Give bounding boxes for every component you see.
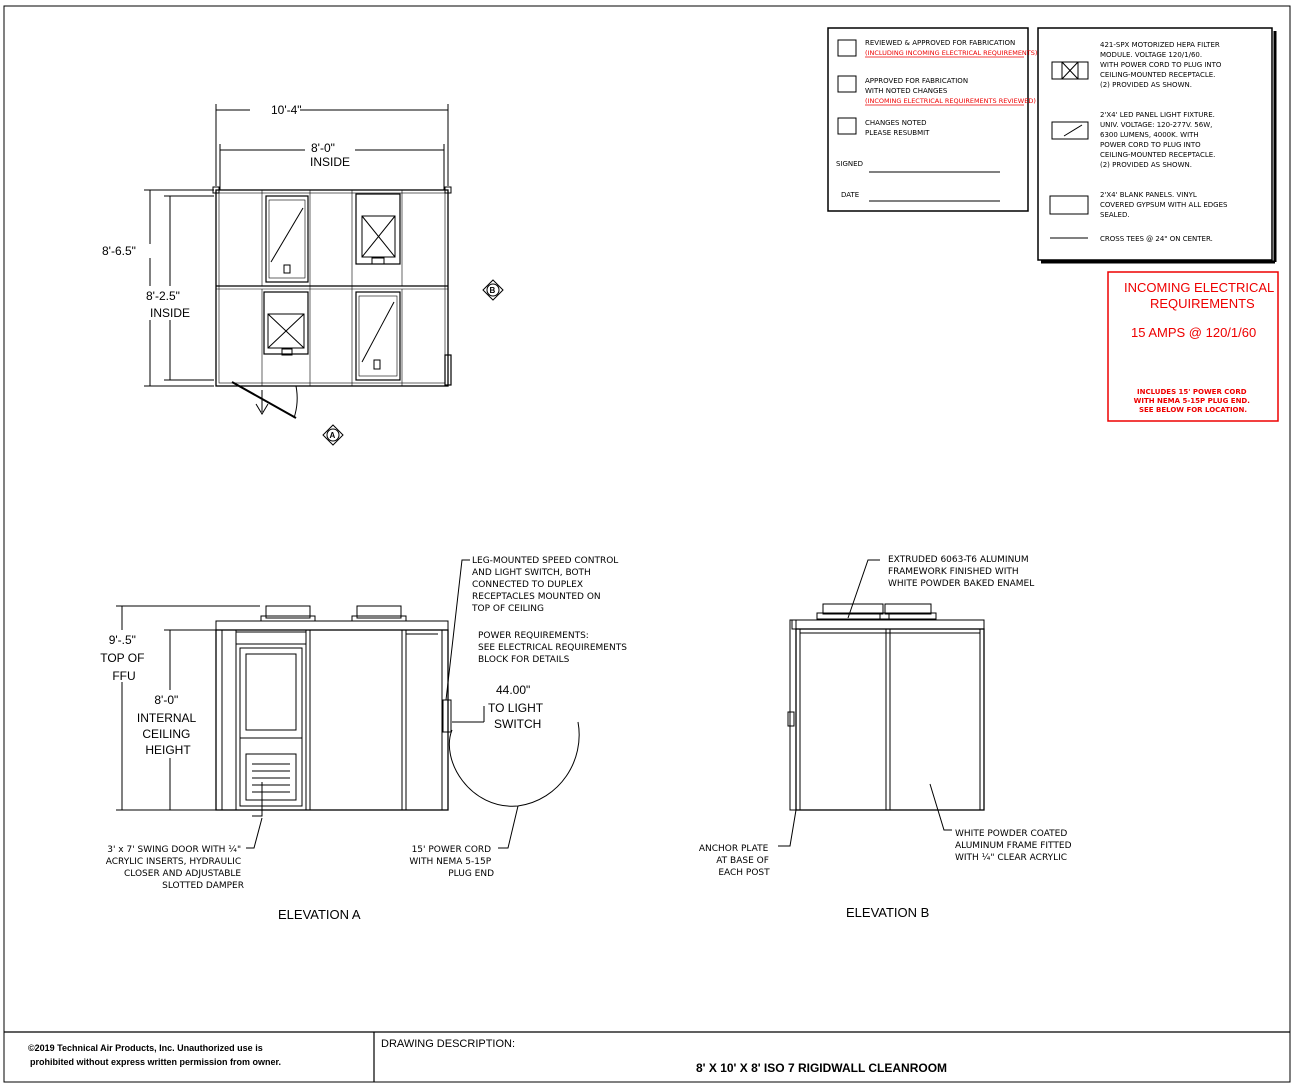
elevation-a-title: ELEVATION A	[278, 907, 361, 922]
section-marker-b	[483, 280, 503, 300]
dim-overall-width: 10'-4"	[271, 103, 302, 117]
door-transom	[236, 632, 306, 644]
dim-inside-width: 8'-0"	[311, 141, 335, 155]
svg-text:15 AMPS @ 120/1/60: 15 AMPS @ 120/1/60	[1131, 325, 1257, 340]
svg-text:B: B	[489, 286, 496, 295]
svg-text:REVIEWED & APPROVED FOR FABRIC: REVIEWED & APPROVED FOR FABRICATION	[865, 39, 1016, 47]
svg-text:WHITE POWDER COATED ALUM: WHITE POWDER COATED ALUMINUM FRAME FITTED WITH ¼" CLEAR ACRYLIC	[955, 829, 1072, 863]
dim-inside-depth-label: INSIDE	[150, 306, 191, 320]
svg-text:ANCHOR PLATE AT BASE OF: ANCHOR PLATE AT BASE OF EACH POST	[698, 844, 770, 878]
led-light-icon	[266, 196, 308, 282]
svg-text:A: A	[329, 431, 336, 440]
signed-label: SIGNED	[836, 160, 863, 168]
svg-text:44.00" TO LIGHT SW: 44.00" TO LIGHT SWITCH	[488, 683, 543, 731]
elevation-a	[95, 556, 630, 922]
approval-checkbox[interactable]	[838, 76, 856, 92]
approval-box	[828, 28, 1037, 211]
svg-text:(INCLUDING INCOMING ELECTRICAL: (INCLUDING INCOMING ELECTRICAL REQUIREMENTS)	[865, 49, 1038, 57]
led-legend-icon	[1052, 122, 1088, 139]
drawing-description: 8' X 10' X 8' ISO 7 RIGIDWALL CLEANROOM	[696, 1061, 948, 1075]
svg-text:INCLUDES 15' POWER CORD: INCLUDES 15' POWER CORD WITH NEMA 5-15P PLUG END. SEE BELOW FOR LOCATION.	[1133, 388, 1250, 414]
svg-text:CROSS TEES @ 24" ON CENTER.: CROSS TEES @ 24" ON CENTER.	[1100, 235, 1213, 243]
svg-text:PLEASE RESUBMIT: PLEASE RESUBMIT	[865, 129, 930, 137]
date-label: DATE	[841, 191, 860, 199]
plan-view	[100, 103, 503, 445]
dim-inside-depth: 8'-2.5"	[146, 289, 180, 303]
svg-text:421-SPX MOTORIZED HEPA FILTER: 421-SPX MOTORIZED HEPA FILTER MODULE. VOLTAGE 120/1/60. WITH POWER CORD TO PLUG INTO CEILING-MOUNTED RECEPTACLE. (2) PROVIDED AS SHOWN.	[1100, 41, 1222, 89]
svg-text:prohibited without express wri: prohibited without express written permission from owner.	[30, 1057, 282, 1067]
dim-overall-depth: 8'-6.5"	[102, 244, 136, 258]
svg-text:15' POWER CORD WITH NEMA: 15' POWER CORD WITH NEMA 5-15P PLUG END	[409, 845, 494, 879]
svg-text:POWER REQUIREMENTS: SEE: POWER REQUIREMENTS: SEE ELECTRICAL REQUIREMENTS BLOCK FOR DETAILS	[478, 631, 627, 665]
elevation-b	[699, 555, 1075, 920]
elevation-b-title: ELEVATION B	[846, 905, 930, 920]
speed-control-switch	[443, 700, 451, 732]
dim-inside-label: INSIDE	[310, 155, 351, 169]
hepa-filter-icon	[264, 292, 308, 354]
svg-text:CHANGES NOTED: CHANGES NOTED	[865, 119, 927, 127]
svg-text:3' x 7' SWING DOOR WITH ¼": 3' x 7' SWING DOOR WITH ¼" ACRYLIC INSERTS, HYDRAULIC CLOSER AND ADJUSTABLE SLOTTED DAMPER	[105, 845, 244, 891]
power-cord	[449, 722, 579, 806]
section-marker-a	[323, 425, 343, 445]
svg-text:REQUIREMENTS: REQUIREMENTS	[1150, 296, 1255, 311]
copyright-text: ©2019 Technical Air Products, Inc. Unauthorized use is	[28, 1043, 263, 1053]
plan-outline	[216, 190, 448, 386]
electrical-requirements-box	[1108, 272, 1278, 421]
title-block	[4, 1032, 1290, 1082]
approval-checkbox[interactable]	[838, 118, 856, 134]
sheet-border	[4, 6, 1290, 1082]
svg-text:(INCOMING ELECTRICAL REQUIREME: (INCOMING ELECTRICAL REQUIREMENTS REVIEWED)	[865, 97, 1036, 105]
svg-text:9'-.5" TOP OF FFU: 9'-.5" TOP OF FFU	[100, 633, 145, 683]
svg-text:8'-0" INTERNAL CEI: 8'-0" INTERNAL CEILING HEIGHT	[136, 693, 196, 757]
approval-checkbox[interactable]	[838, 40, 856, 56]
damper-icon	[246, 754, 296, 800]
svg-text:LEG-MOUNTED SPEED CONTROL: LEG-MOUNTED SPEED CONTROL AND LIGHT SWITCH, BOTH CONNECTED TO DUPLEX RECEPTACLES MOUNTED ON TOP OF CEILING	[472, 556, 619, 614]
legend-box	[1038, 28, 1275, 262]
svg-text:APPROVED FOR FABRICATION: APPROVED FOR FABRICATION	[865, 77, 969, 85]
drawing-description-label: DRAWING DESCRIPTION:	[381, 1038, 516, 1050]
door-leaf	[232, 382, 296, 418]
svg-text:INCOMING ELECTRICAL: INCOMING ELECTRICAL	[1124, 280, 1275, 295]
blank-panel-legend-icon	[1050, 196, 1088, 214]
svg-text:2'X4' BLANK PANELS. VINYL: 2'X4' BLANK PANELS. VINYL COVERED GYPSUM WITH ALL EDGES SEALED.	[1100, 191, 1228, 219]
svg-text:2'X4' LED PANEL LIGHT FIXTURE.: 2'X4' LED PANEL LIGHT FIXTURE. UNIV. VOLTAGE: 120-277V. 56W, 6300 LUMENS, 4000K. WITH POWER CORD TO PLUG INTO CEILING-MOUNTED RECEPTACLE. (2) PROVIDED AS SHOWN.	[1100, 111, 1216, 169]
svg-text:WITH NOTED CHANGES: WITH NOTED CHANGES	[865, 87, 948, 95]
svg-text:EXTRUDED 6063-T6 ALUMINUM: EXTRUDED 6063-T6 ALUMINUM FRAMEWORK FINISHED WITH WHITE POWDER BAKED ENAMEL	[888, 555, 1035, 589]
led-light-icon	[356, 292, 400, 380]
hepa-filter-icon	[356, 194, 400, 264]
